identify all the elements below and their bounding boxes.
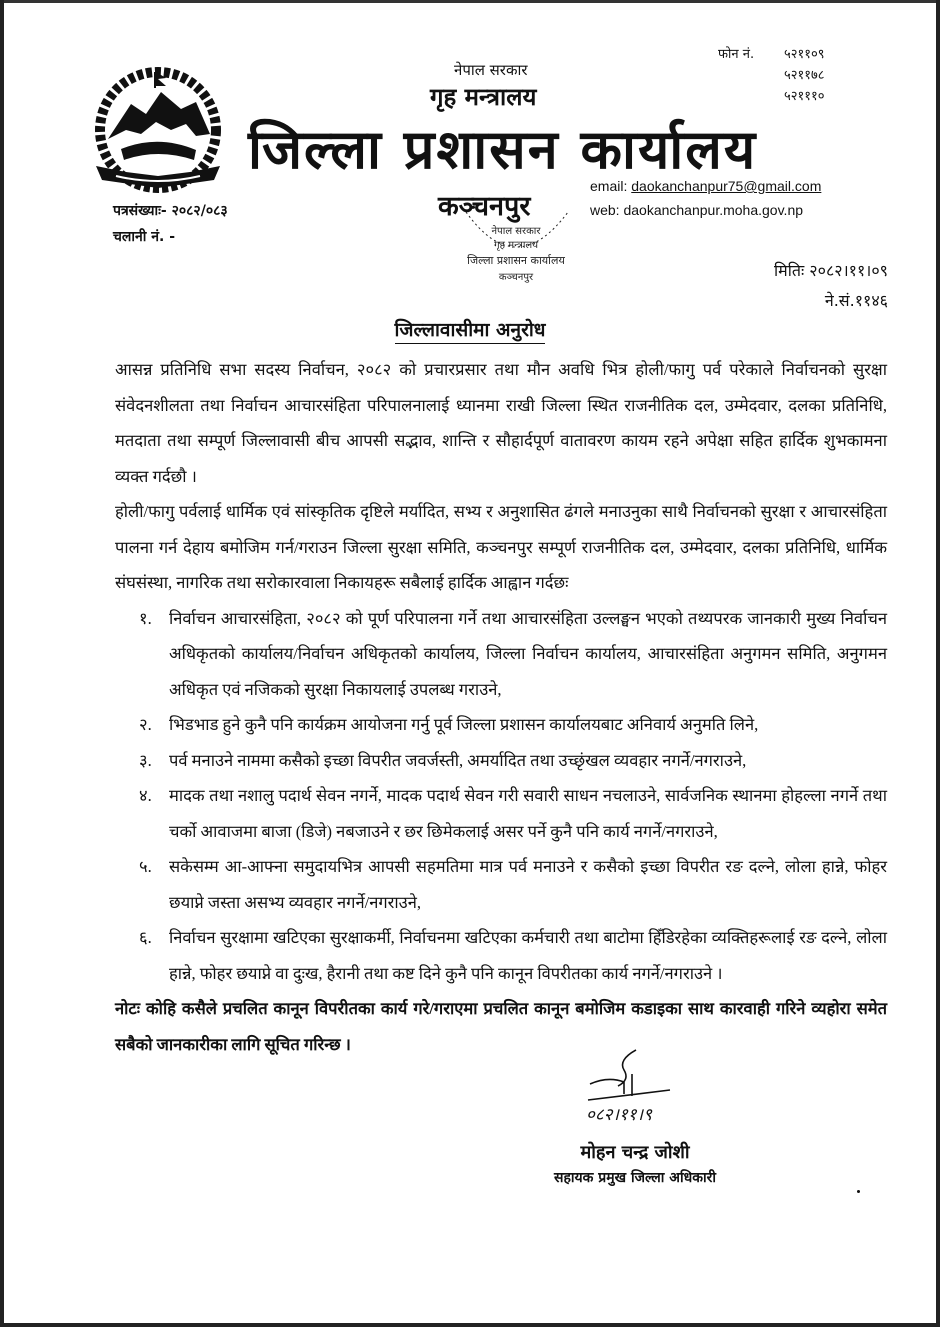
list-item [115, 778, 887, 849]
phone-number: ५२११७८ [784, 68, 825, 83]
page-border-left [0, 0, 4, 1327]
handwritten-signature-icon [578, 1046, 678, 1126]
email-link[interactable]: daokanchanpur75@gmail.com [631, 178, 822, 194]
reference-block [113, 198, 228, 250]
paragraph: होली/फागु पर्वलाई धार्मिक एवं सांस्कृतिक दृष्टिले मर्यादित, सभ्य र अनुशासित ढंगले मनाउनुका साथै निर्वाचनको सुरक्षा र आचारसंहिता पालना गर्न देहाय बमोजिम गर्न/गराउन जिल्ला सुरक्षा समिति, कञ्चनपुर सम्पूर्ण राजनीतिक दल, उम्मेदवार, दलका प्रतिनिधि, धार्मिक संघसंस्था, नागरिक तथा सरोकारवाला निकायहरू सबैलाई हार्दिक आह्वान गर्दछः [115, 502, 887, 592]
item-number: ४. [139, 786, 152, 805]
list-item [115, 849, 887, 920]
page-border-top [0, 0, 940, 3]
subject-heading [0, 316, 940, 342]
stamp-line: जिल्ला प्रशासन कार्यालय [467, 254, 565, 267]
page-border-right [936, 0, 940, 1327]
dispatch-number: चलानी नं. - [113, 229, 176, 245]
item-text: भिडभाड हुने कुनै पनि कार्यक्रम आयोजना गर्नु पूर्व जिल्ला प्रशासन कार्यालयबाट अनिवार्य अनुमति लिने, [169, 715, 759, 734]
stamp-line: नेपाल सरकार [491, 226, 541, 237]
list-item [115, 601, 887, 708]
ministry-name: गृह मन्त्रालय [430, 83, 537, 111]
stamp-line: कञ्चनपुर [498, 272, 534, 283]
date: मितिः २०८२।११।०९ [774, 261, 888, 280]
signatory-block [530, 1140, 740, 1187]
phone-number: ५२१११० [784, 89, 825, 104]
item-text: निर्वाचन आचारसंहिता, २०८२ को पूर्ण परिपालना गर्ने तथा आचारसंहिता उल्लङ्घन भएको तथ्यपरक जानकारी मुख्य निर्वाचन अधिकृतको कार्यालय/निर्वाचन अधिकृतको कार्यालय, जिल्ला निर्वाचन कार्यालय, आचारसंहिता अनुगमन समिति, अनुगमन अधिकृत एवं नजिकको सुरक्षा निकायलाई उपलब्ध गराउने, [169, 608, 887, 699]
email-row [590, 174, 821, 198]
government-name: नेपाल सरकार [454, 61, 528, 79]
nepal-emblem-icon [86, 64, 231, 196]
phone-label: फोन नं. [718, 47, 755, 62]
list-item [115, 743, 887, 779]
stamp-line: गृह मन्त्रालय [493, 240, 539, 251]
nepal-sambat-year: ने.सं.११४६ [824, 291, 888, 310]
item-number: १. [139, 608, 152, 628]
directive-list [115, 601, 887, 992]
contact-block [590, 174, 821, 222]
paragraph: आसन्न प्रतिनिधि सभा सदस्य निर्वाचन, २०८२ को प्रचारप्रसार तथा मौन अवधि भित्र होली/फागु पर्व परेकाले निर्वाचनको सुरक्षा संवेदनशीलता तथा निर्वाचन आचारसंहिता परिपालनालाई ध्यानमा राखी जिल्ला स्थित राजनीतिक दल, उम्मेदवार, दलका प्रतिनिधि, मतदाता तथा सम्पूर्ण जिल्लावासी बीच आपसी सद्भाव, शान्ति र सौहार्दपूर्ण वातावरण कायम रहने अपेक्षा सहित हार्दिक शुभकामना व्यक्त गर्दछौ । [115, 360, 887, 486]
phone-block [718, 44, 825, 104]
list-item [115, 707, 887, 743]
item-number: ५. [139, 857, 152, 876]
item-text: निर्वाचन सुरक्षामा खटिएका सुरक्षाकर्मी, निर्वाचनमा खटिएका कर्मचारी तथा बाटोमा हिँडिरहेका व्यक्तिहरूलाई रङ दल्ने, लोला हान्ने, फोहर छयाप्ने वा दुःख, हैरानी तथा कष्ट दिने कुनै पनि कानून विपरीतका कार्य नगर्ने/नगराउने । [169, 928, 887, 983]
email-label: email: [590, 178, 628, 194]
handwritten-date: ०८२।११।९ [586, 1105, 652, 1125]
letter-number: पत्रसंख्याः- २०८२/०८३ [113, 203, 228, 219]
item-text: सकेसम्म आ-आफ्ना समुदायभित्र आपसी सहमतिमा मात्र पर्व मनाउने र कसैको इच्छा विपरीत रङ दल्ने, लोला हान्ने, फोहर छयाप्ने जस्ता असभ्य व्यवहार नगर्ने/नगराउने, [169, 857, 887, 912]
item-number: ३. [139, 750, 152, 770]
district-name: कञ्चनपुर [438, 191, 531, 222]
web-label: web: [590, 202, 620, 218]
web-row [590, 198, 821, 222]
signatory-name: मोहन चन्द्र जोशी [580, 1142, 690, 1163]
item-number: ६. [139, 928, 152, 947]
phone-number: ५२११०९ [784, 47, 825, 62]
stray-mark [857, 1190, 860, 1193]
note: नोटः कोहि कसैले प्रचलित कानून विपरीतका कार्य गरे/गराएमा प्रचलित कानून बमोजिम कडाइका साथ कारवाही गरिने व्यहोरा समेत सबैको जानकारीका लागि सूचित गरिन्छ । [115, 999, 887, 1054]
page-border-bottom [0, 1323, 940, 1327]
item-text: पर्व मनाउने नाममा कसैको इच्छा विपरीत जवर्जस्ती, अमर्यादित तथा उच्छृंखल व्यवहार नगर्ने/नगराउने, [169, 750, 747, 770]
web-link[interactable]: daokanchanpur.moha.gov.np [623, 202, 804, 218]
office-title: जिल्ला प्रशासन कार्यालय [248, 118, 758, 181]
subject-text: जिल्लावासीमा अनुरोध [395, 319, 546, 344]
date-block [774, 256, 888, 316]
letter-body [115, 352, 887, 1062]
signatory-designation: सहायक प्रमुख जिल्ला अधिकारी [554, 1170, 716, 1186]
list-item [115, 920, 887, 991]
item-text: मादक तथा नशालु पदार्थ सेवन नगर्ने, मादक पदार्थ सेवन गरी सवारी साधन नचलाउने, सार्वजनिक स्थानमा होहल्ला नगर्ने तथा चर्को आवाजमा बाजा (डिजे) नबजाउने र छर छिमेकलाई असर पर्ने कुनै पनि कार्य नगर्ने/नगराउने, [169, 786, 887, 841]
item-number: २. [139, 715, 152, 734]
